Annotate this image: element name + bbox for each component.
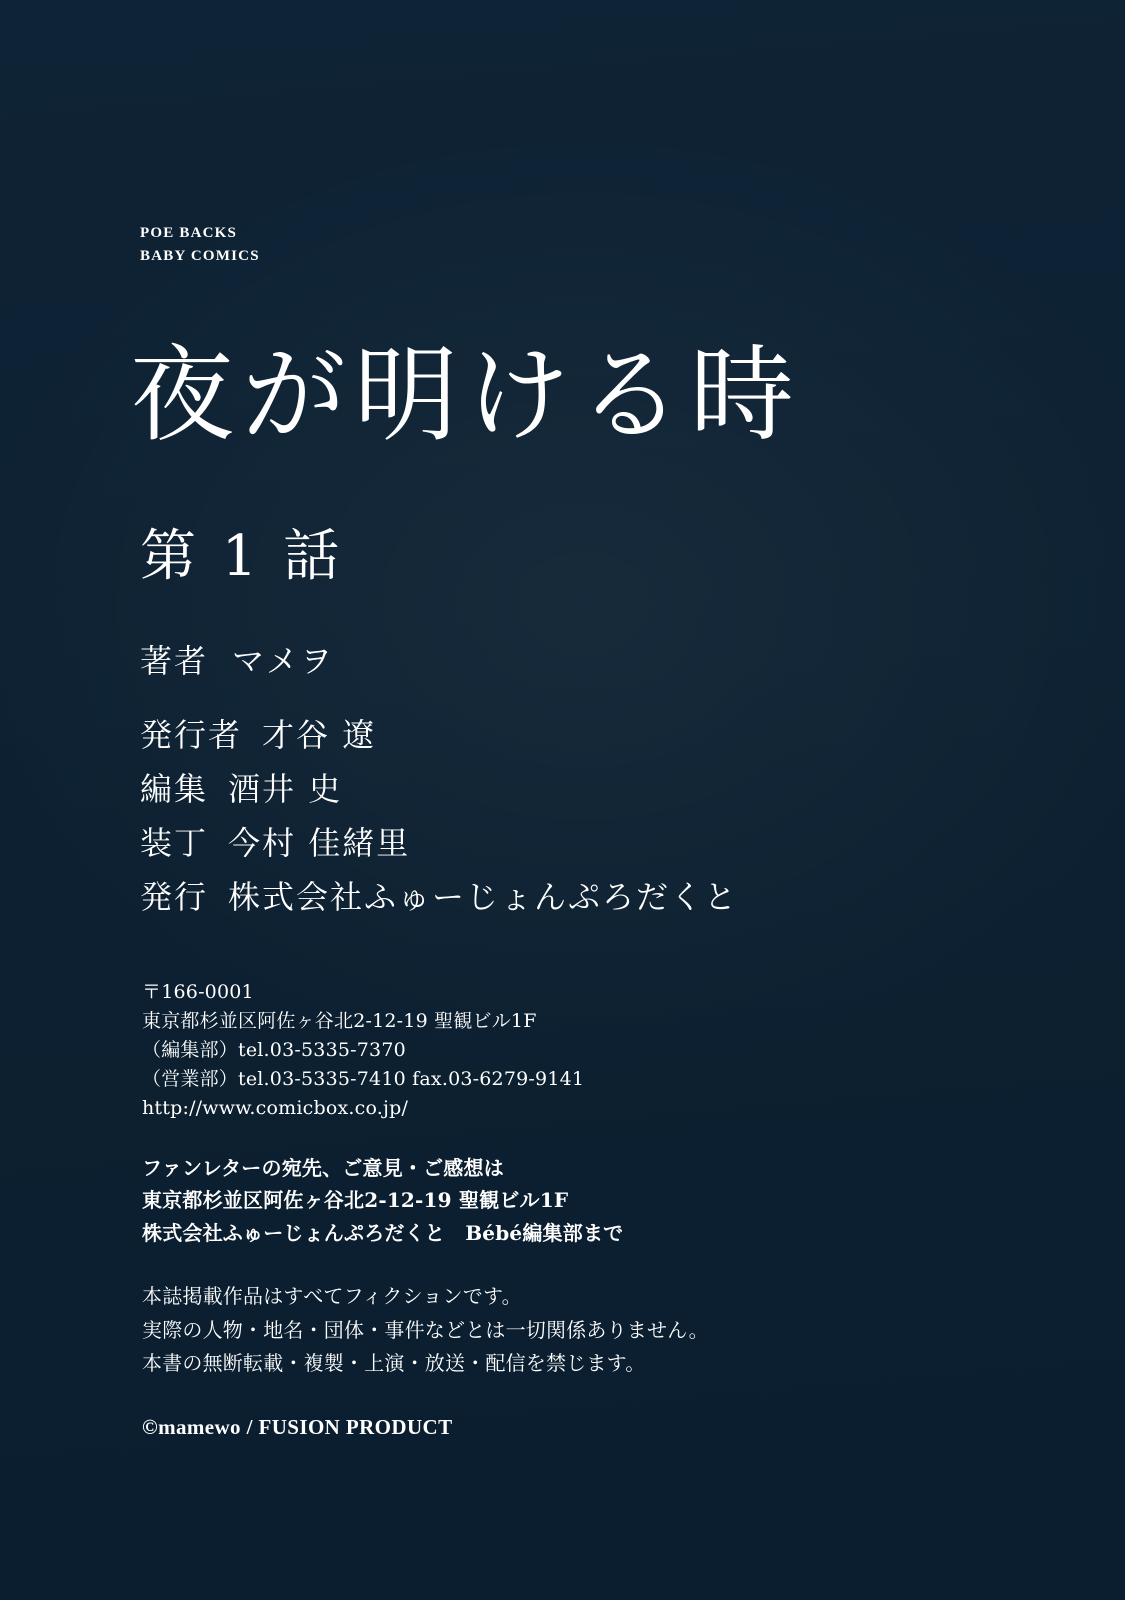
credit-role-design: 装丁 bbox=[140, 824, 209, 862]
copyright-notice: ©mamewo / FUSION PRODUCT bbox=[142, 1415, 453, 1439]
credit-name-publisher: 才谷 遼 bbox=[262, 716, 377, 754]
disclaimer-line-1: 本誌掲載作品はすべてフィクションです。 bbox=[142, 1284, 522, 1308]
disclaimer-line-2: 実際の人物・地名・団体・事件などとは一切関係ありません。 bbox=[142, 1317, 709, 1342]
disclaimer-line-3: 本書の無断転載・複製・上演・放送・配信を禁じます。 bbox=[142, 1351, 646, 1376]
credit-row-author bbox=[140, 642, 738, 680]
fanmail-block bbox=[142, 1152, 623, 1249]
street-address: 東京都杉並区阿佐ヶ谷北2-12-19 聖観ビル1F bbox=[142, 1009, 537, 1032]
credit-name-issuer: 株式会社ふゅーじょんぷろだくと bbox=[228, 878, 739, 916]
credit-row-editor bbox=[140, 770, 738, 808]
credit-row-design bbox=[140, 824, 738, 862]
credit-name-author: マメヲ bbox=[232, 642, 335, 680]
address-block bbox=[142, 978, 584, 1122]
disclaimer-block bbox=[142, 1280, 709, 1381]
fanmail-line-2: 東京都杉並区阿佐ヶ谷北2-12-19 聖観ビル1F bbox=[142, 1188, 569, 1213]
imprint-line-1: POE BACKS bbox=[140, 225, 238, 241]
credit-role-author: 著者 bbox=[140, 642, 209, 680]
colophon-content bbox=[130, 0, 1020, 1600]
credit-row-issuer bbox=[140, 878, 739, 916]
credit-role-editor: 編集 bbox=[140, 770, 209, 808]
imprint-line-2: BABY COMICS bbox=[140, 248, 260, 265]
credit-name-design: 今村 佳緒里 bbox=[228, 824, 411, 862]
sales-phone-fax: （営業部）tel.03-5335-7410 fax.03-6279-9141 bbox=[142, 1067, 585, 1090]
credit-role-issuer: 発行 bbox=[140, 878, 209, 916]
editorial-phone: （編集部）tel.03-5335-7370 bbox=[142, 1038, 406, 1061]
imprint-block bbox=[140, 222, 260, 269]
website-url[interactable]: http://www.comicbox.co.jp/ bbox=[142, 1096, 409, 1119]
credit-name-editor: 酒井 史 bbox=[228, 770, 343, 808]
fanmail-line-1: ファンレターの宛先、ご意見・ご感想は bbox=[142, 1156, 504, 1180]
chapter-label: 第 1 話 bbox=[140, 524, 344, 589]
credits-block bbox=[140, 642, 739, 916]
page-title: 夜が明ける時 bbox=[130, 334, 803, 456]
credit-role-publisher: 発行者 bbox=[140, 716, 243, 754]
fanmail-line-3: 株式会社ふゅーじょんぷろだくと Bébé編集部まで bbox=[142, 1220, 624, 1245]
credit-row-publisher bbox=[140, 716, 738, 754]
postal-code: 〒166-0001 bbox=[142, 981, 254, 1003]
